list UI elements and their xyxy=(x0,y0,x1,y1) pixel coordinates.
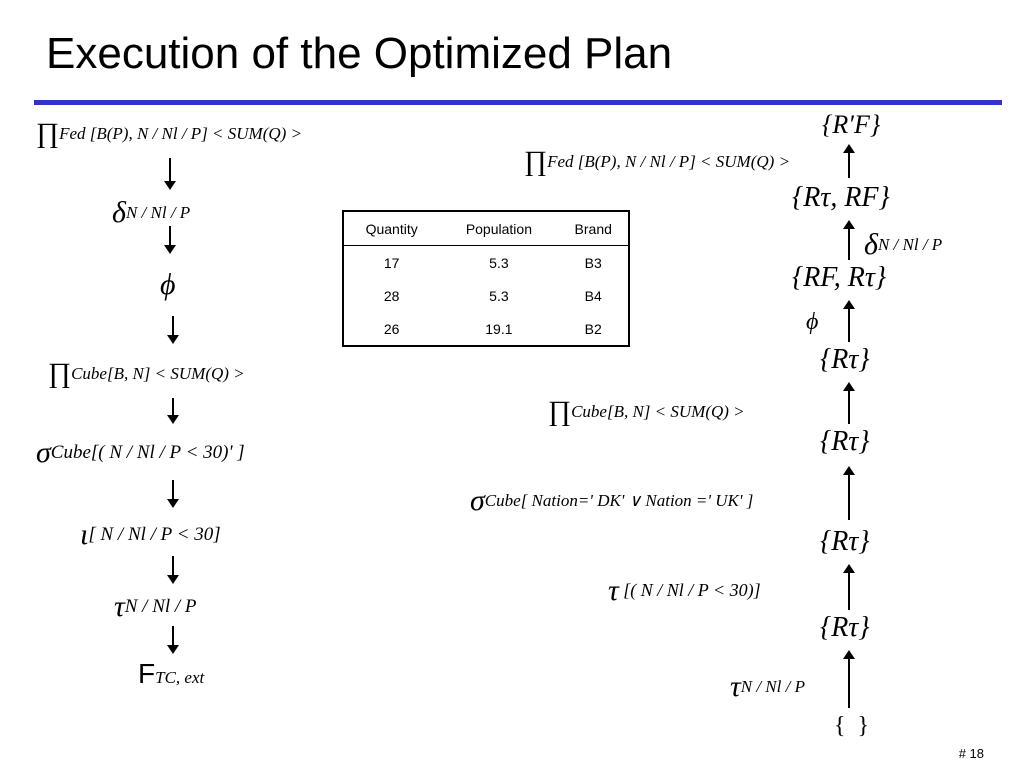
right-proj-fed xyxy=(524,148,790,176)
sigma-operator: σ xyxy=(470,484,485,517)
arrow-down xyxy=(172,626,174,652)
arrow-down xyxy=(172,556,174,582)
product-operator: ∏ xyxy=(36,118,60,149)
expr-args: [B(P), N / Nl / P] < SUM(Q) > xyxy=(89,124,303,143)
arrow-up xyxy=(848,302,850,342)
tau-operator: τ xyxy=(730,670,741,703)
arrow-up xyxy=(848,652,850,708)
arrow-up xyxy=(848,468,850,520)
right-set-rtau-rf: {Rτ, RF} xyxy=(792,182,890,213)
right-set-rf-rtau: {RF, Rτ} xyxy=(792,262,887,293)
expr-sub: Fed xyxy=(547,152,574,171)
table-header-row xyxy=(343,211,629,246)
expr-sub: Cube xyxy=(50,442,91,463)
arrow-up xyxy=(848,222,850,260)
table-row xyxy=(343,246,629,280)
left-proj-fed xyxy=(36,120,302,148)
sigma-operator: σ xyxy=(36,436,51,469)
arrow-down xyxy=(172,480,174,506)
left-iota xyxy=(80,520,221,550)
page-number: # 18 xyxy=(958,746,984,761)
left-tau xyxy=(114,592,197,622)
product-operator: ∏ xyxy=(548,396,572,427)
delta-operator: δ xyxy=(864,228,878,261)
right-sigma xyxy=(470,486,753,516)
product-operator: ∏ xyxy=(48,358,72,389)
table-cell: 28 xyxy=(383,287,400,304)
product-operator: ∏ xyxy=(524,146,548,177)
arrow-down xyxy=(169,226,171,252)
expr-sub: N / Nl / P xyxy=(740,677,805,696)
table-row xyxy=(343,279,629,312)
left-proj-cube xyxy=(48,360,245,388)
expr-sub: N / Nl / P xyxy=(877,235,943,254)
f-operator: F xyxy=(138,658,156,689)
column-header: Population xyxy=(439,211,558,246)
left-sigma xyxy=(36,438,245,468)
right-set-rtau-2: {Rτ} xyxy=(820,426,870,457)
expr-sub: Fed xyxy=(59,124,86,143)
right-tau-cond xyxy=(608,576,761,606)
left-phi xyxy=(160,270,176,300)
result-table xyxy=(342,210,630,347)
delta-operator: δ xyxy=(112,196,126,229)
arrow-down xyxy=(169,158,171,188)
right-proj-cube xyxy=(548,398,745,426)
table-cell: B4 xyxy=(584,287,602,304)
arrow-up xyxy=(848,566,850,610)
table-cell: B2 xyxy=(584,320,602,337)
table-cell: 19.1 xyxy=(485,320,513,337)
right-set-rtau-4: {Rτ} xyxy=(820,612,870,643)
expr-args: [( N / Nl / P < 30)] xyxy=(623,580,761,600)
right-tau-bottom xyxy=(730,672,805,702)
table-row xyxy=(343,312,629,346)
expr-args: [B(P), N / Nl / P] < SUM(Q) > xyxy=(577,152,791,171)
expr-sub: N / Nl / P xyxy=(124,596,197,617)
table-cell: B3 xyxy=(584,254,602,271)
table-cell: 5.3 xyxy=(489,254,509,271)
column-header: Quantity xyxy=(343,211,439,246)
phi-symbol: ϕ xyxy=(160,268,176,301)
title-underline xyxy=(34,100,1002,105)
expr-args: [B, N] < SUM(Q) > xyxy=(606,402,745,421)
right-set-rf-prime: {R′F} xyxy=(822,110,881,139)
slide-title: Execution of the Optimized Plan xyxy=(46,29,673,78)
table-cell: 26 xyxy=(383,320,400,337)
arrow-up xyxy=(848,384,850,424)
expr-args: [B, N] < SUM(Q) > xyxy=(106,364,245,383)
iota-operator: ι xyxy=(80,518,89,551)
tau-operator: τ xyxy=(114,590,125,623)
expr-args: [( N / Nl / P < 30)' ] xyxy=(90,442,245,463)
right-phi xyxy=(806,310,818,334)
arrow-up xyxy=(848,146,850,178)
table-cell: 5.3 xyxy=(489,287,509,304)
expr-sub: N / Nl / P xyxy=(125,203,191,222)
expr-args: [ N / Nl / P < 30] xyxy=(88,524,221,545)
expr-sub: Cube xyxy=(484,491,521,510)
right-set-empty: { } xyxy=(834,713,870,739)
right-delta xyxy=(864,230,942,260)
expr-args: [ Nation=' DK' ∨ Nation =' UK' ] xyxy=(520,491,754,510)
expr-sub: Cube xyxy=(71,364,107,383)
expr-sub: TC, ext xyxy=(155,668,205,687)
column-header: Brand xyxy=(558,211,629,246)
right-set-rtau-3: {Rτ} xyxy=(820,526,870,557)
arrow-down xyxy=(172,398,174,422)
left-delta xyxy=(112,198,190,228)
tau-operator: τ xyxy=(608,574,619,607)
phi-symbol: ϕ xyxy=(806,309,819,335)
right-set-rtau-1: {Rτ} xyxy=(820,344,870,375)
expr-sub: Cube xyxy=(571,402,607,421)
table-cell: 17 xyxy=(383,254,400,271)
left-f-node xyxy=(138,660,204,688)
arrow-down xyxy=(172,316,174,342)
